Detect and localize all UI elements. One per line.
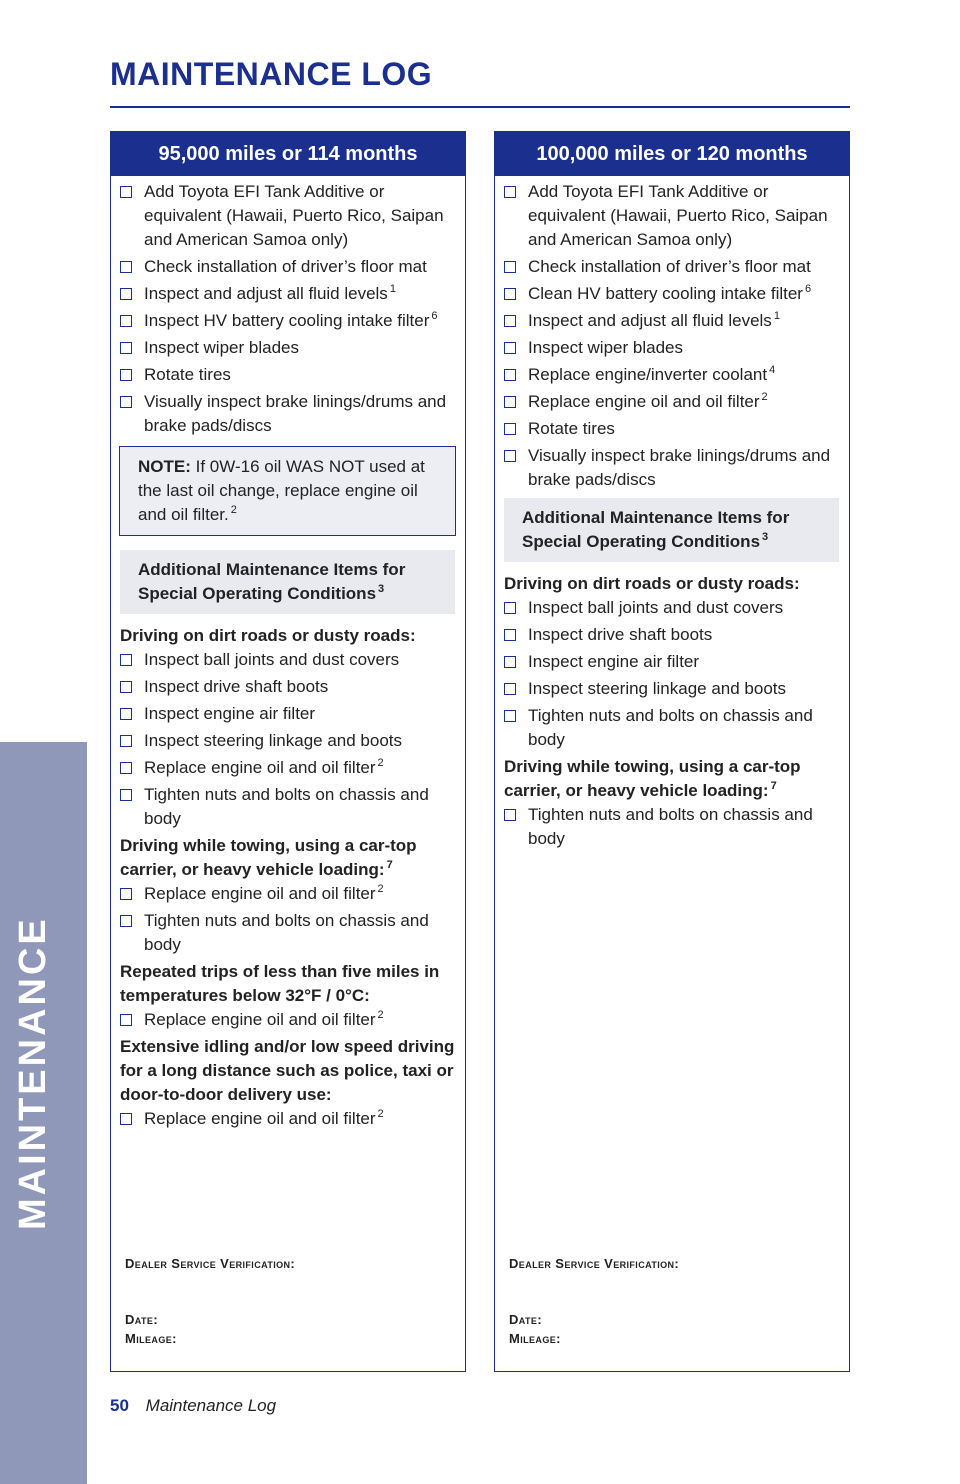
footnote-ref: 1: [389, 283, 396, 296]
checklist-item: [120, 255, 455, 279]
checklist-item-text: Inspect drive shaft boots: [528, 625, 713, 644]
checklist-item-text: Replace engine oil and oil filter: [144, 758, 376, 777]
checkbox[interactable]: [504, 629, 516, 641]
checklist-item-text: Inspect steering linkage and boots: [528, 679, 787, 698]
checklist-item: [504, 309, 839, 333]
page-footer: [110, 1396, 276, 1416]
checkbox[interactable]: [504, 656, 516, 668]
log-column-100000: [494, 131, 850, 1372]
date-label: Date:: [509, 1312, 543, 1327]
checklist-item-text: Replace engine/inverter coolant: [528, 365, 768, 384]
conditions: [504, 572, 839, 851]
checklist-item-text: Inspect engine air filter: [528, 652, 700, 671]
checklist-item: [120, 675, 455, 699]
page-number: 50: [110, 1396, 129, 1415]
footnote-ref: 2: [377, 883, 384, 896]
checklist-item-text: Inspect steering linkage and boots: [144, 731, 403, 750]
dealer-verification-label: Dealer Service Verification:: [509, 1256, 680, 1271]
checklist-item: [504, 677, 839, 701]
checklist-item-text: Check installation of driver’s floor mat: [528, 257, 811, 276]
checklist-item: [120, 783, 455, 831]
footnote-ref: 6: [431, 310, 438, 323]
checklist-item: [504, 336, 839, 360]
checklist-item: [120, 282, 455, 306]
checklist-item-text: Visually inspect brake linings/drums and brake pads/discs: [144, 392, 447, 435]
note-box: [119, 446, 456, 536]
checklist-item: [504, 596, 839, 620]
footnote-ref: 2: [377, 757, 384, 770]
checklist-item-text: Add Toyota EFI Tank Additive or equivalent (Hawaii, Puerto Rico, Saipan and American Samoa only): [528, 182, 828, 249]
checklist-item-text: Add Toyota EFI Tank Additive or equivalent (Hawaii, Puerto Rico, Saipan and American Samoa only): [144, 182, 444, 249]
checkbox[interactable]: [504, 396, 516, 408]
side-tab-text: MAINTENANCE: [12, 916, 54, 1230]
checkbox[interactable]: [120, 654, 132, 666]
checklist-item: [504, 444, 839, 492]
checklist-item-text: Rotate tires: [528, 419, 615, 438]
checklist-item: [120, 336, 455, 360]
checklist-item-text: Inspect and adjust all fluid levels: [144, 284, 388, 303]
checkbox[interactable]: [120, 261, 132, 273]
checklist-item: [504, 363, 839, 387]
footnote-ref: 2: [377, 1009, 384, 1022]
checklist-item: [504, 282, 839, 306]
checkbox[interactable]: [504, 602, 516, 614]
column-heading: 100,000 miles or 120 months: [495, 132, 849, 176]
footer-section: Maintenance Log: [145, 1396, 277, 1415]
checkbox[interactable]: [504, 261, 516, 273]
checklist-item: [120, 390, 455, 438]
checklist-item: [120, 1008, 455, 1032]
checklist-item-text: Tighten nuts and bolts on chassis and body: [144, 911, 429, 954]
checklist-item: [120, 882, 455, 906]
checklist-item-text: Check installation of driver’s floor mat: [144, 257, 427, 276]
condition-heading: Driving on dirt roads or dusty roads:: [504, 574, 800, 593]
condition-heading: Driving on dirt roads or dusty roads:: [120, 626, 416, 645]
conditions: [120, 624, 455, 1131]
condition-heading: Driving while towing, using a car-top carrier, or heavy vehicle loading: $^7$: [120, 836, 417, 879]
checkbox[interactable]: [504, 369, 516, 381]
checkbox[interactable]: [120, 681, 132, 693]
checkbox[interactable]: [504, 683, 516, 695]
footnote-ref: 7: [386, 859, 393, 872]
checklist-item: [120, 648, 455, 672]
checklist-item-text: Inspect ball joints and dust covers: [144, 650, 400, 669]
checkbox[interactable]: [504, 315, 516, 327]
checklist-item: [120, 756, 455, 780]
condition-heading: Driving while towing, using a car-top carrier, or heavy vehicle loading: $^7$: [504, 757, 801, 800]
checklist-item-text: Inspect ball joints and dust covers: [528, 598, 784, 617]
checklist-item-text: Rotate tires: [144, 365, 231, 384]
checkbox[interactable]: [504, 288, 516, 300]
page-title: MAINTENANCE LOG: [110, 56, 433, 92]
checklist-item-text: Replace engine oil and oil filter: [144, 884, 376, 903]
checklist-item: [504, 650, 839, 674]
additional-items-heading: Additional Maintenance Items for Special Operating Conditions $^3$: [120, 550, 455, 614]
checkbox[interactable]: [120, 762, 132, 774]
checklist-item: [120, 363, 455, 387]
checkbox[interactable]: [120, 396, 132, 408]
checklist-item-text: Visually inspect brake linings/drums and brake pads/discs: [528, 446, 831, 489]
checklist-item-text: Inspect HV battery cooling intake filter: [144, 311, 430, 330]
checklist-item-text: Clean HV battery cooling intake filter: [528, 284, 803, 303]
checklist-item: [504, 623, 839, 647]
checkbox[interactable]: [120, 888, 132, 900]
footnote-ref: 2: [761, 391, 768, 404]
checklist-item: [120, 1107, 455, 1131]
mileage-label: Mileage:: [509, 1331, 561, 1346]
column-heading: 95,000 miles or 114 months: [111, 132, 465, 176]
checkbox[interactable]: [504, 423, 516, 435]
checkbox[interactable]: [120, 342, 132, 354]
column-body: [111, 176, 465, 1131]
checkbox[interactable]: [120, 186, 132, 198]
checklist-item-text: Tighten nuts and bolts on chassis and body: [528, 706, 813, 749]
checklist-item-text: Inspect engine air filter: [144, 704, 316, 723]
mileage-label: Mileage:: [125, 1331, 177, 1346]
footnote-ref: 2: [377, 1108, 384, 1121]
checklist-item: [120, 729, 455, 753]
checkbox[interactable]: [120, 1113, 132, 1125]
checkbox[interactable]: [504, 710, 516, 722]
checklist-item: [504, 255, 839, 279]
checkbox[interactable]: [504, 342, 516, 354]
checkbox[interactable]: [120, 1014, 132, 1026]
date-label: Date:: [125, 1312, 159, 1327]
checkbox[interactable]: [504, 450, 516, 462]
footnote-ref: 6: [804, 283, 812, 296]
condition-heading: Extensive idling and/or low speed driving for a long distance such as police, taxi or door-to-door delivery use:: [120, 1037, 455, 1104]
title-divider: [110, 106, 850, 108]
checklist-item-text: Replace engine oil and oil filter: [144, 1010, 376, 1029]
checkbox[interactable]: [504, 809, 516, 821]
checklist-item-text: Inspect wiper blades: [144, 338, 299, 357]
checklist-item: [120, 702, 455, 726]
checkbox[interactable]: [120, 915, 132, 927]
note-text: If 0W-16 oil WAS NOT used at the last oil change, replace engine oil and oil filter.: [138, 457, 425, 524]
checklist-item-text: Tighten nuts and bolts on chassis and body: [144, 785, 429, 828]
additional-items-heading: Additional Maintenance Items for Special Operating Conditions $^3$: [504, 498, 839, 562]
condition-heading: Repeated trips of less than five miles in temperatures below 32°F / 0°C:: [120, 962, 440, 1005]
checkbox[interactable]: [120, 735, 132, 747]
checklist-item: [504, 180, 839, 252]
checklist-item-text: Inspect and adjust all fluid levels: [528, 311, 772, 330]
checkbox[interactable]: [120, 369, 132, 381]
checklist-item-text: Inspect drive shaft boots: [144, 677, 329, 696]
footnote-ref: 3: [378, 583, 385, 596]
checkbox[interactable]: [120, 315, 132, 327]
checklist-item-text: Inspect wiper blades: [528, 338, 683, 357]
dealer-verification-label: Dealer Service Verification:: [125, 1256, 296, 1271]
footnote-ref: 7: [770, 780, 777, 793]
checklist: [504, 180, 839, 492]
checklist-item-text: Replace engine oil and oil filter: [528, 392, 760, 411]
checklist-item-text: Replace engine oil and oil filter: [144, 1109, 376, 1128]
log-column-95000: [110, 131, 466, 1372]
checklist-item: [504, 803, 839, 851]
checkbox[interactable]: [120, 288, 132, 300]
checklist-item: [504, 417, 839, 441]
checkbox[interactable]: [504, 186, 516, 198]
note-footnote: 2: [230, 504, 237, 517]
checklist-item: [504, 704, 839, 752]
checklist-item: [120, 309, 455, 333]
footnote-ref: 1: [773, 310, 780, 323]
footnote-ref: 3: [762, 531, 769, 544]
checklist-item: [120, 909, 455, 957]
checklist-item: [504, 390, 839, 414]
checkbox[interactable]: [120, 789, 132, 801]
checklist-item: [120, 180, 455, 252]
checkbox[interactable]: [120, 708, 132, 720]
checklist: [120, 180, 455, 438]
note-label: NOTE:: [138, 457, 191, 476]
checklist-item-text: Tighten nuts and bolts on chassis and body: [528, 805, 813, 848]
column-body: [495, 176, 849, 851]
footnote-ref: 4: [769, 364, 776, 377]
